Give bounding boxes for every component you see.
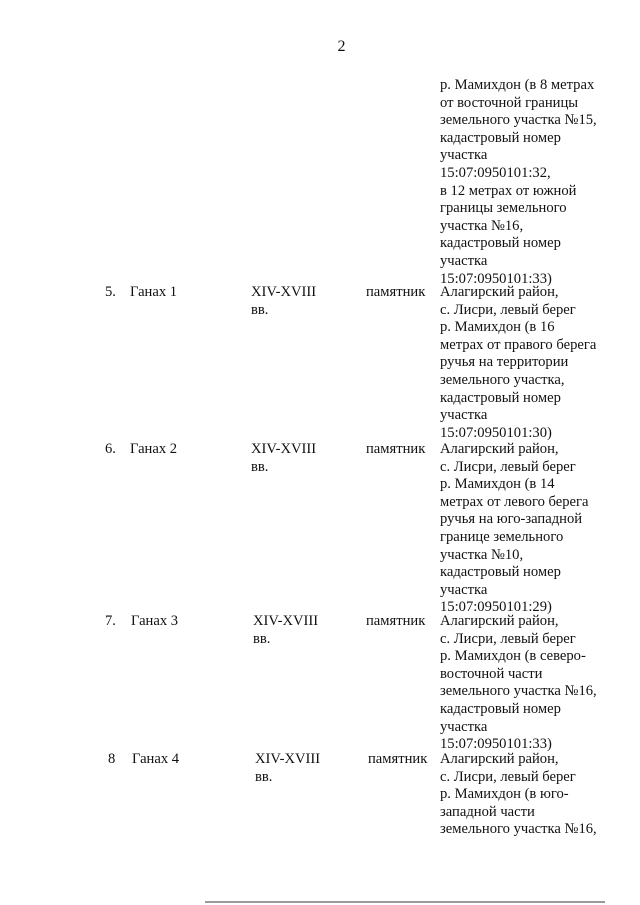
- text-line: участка №10,: [440, 546, 524, 563]
- row-number: 5.: [105, 284, 116, 300]
- text-line: р. Мамихдон (в 14: [440, 476, 555, 493]
- text-line: 15:07:0950101:33): [440, 270, 552, 287]
- period-line: вв.: [255, 768, 273, 785]
- text-line: кадастровый номер: [440, 389, 561, 406]
- text-line: земельного участка,: [440, 371, 565, 388]
- text-line: участка: [440, 147, 488, 164]
- text-line: границы земельного: [440, 200, 567, 217]
- text-line: р. Мамихдон (в северо-: [440, 648, 586, 665]
- text-line: участка: [440, 407, 488, 424]
- monument-period: [251, 284, 316, 319]
- text-line: кадастровый номер: [440, 235, 561, 252]
- text-line: р. Мамихдон (в 16: [440, 319, 555, 336]
- text-line: метрах от правого берега: [440, 336, 597, 353]
- text-line: от восточной границы: [440, 94, 579, 111]
- text-line: участка: [440, 252, 488, 269]
- monument-name: Ганах 4: [132, 751, 180, 767]
- scan-edge-divider: [205, 901, 605, 903]
- monument-type: памятник: [368, 751, 428, 767]
- text-line: земельного участка №15,: [440, 112, 597, 129]
- text-line: 15:07:0950101:29): [440, 599, 552, 616]
- monument-type: памятник: [366, 441, 426, 457]
- text-line: земельного участка №16,: [440, 821, 597, 838]
- monument-period: [251, 441, 316, 476]
- monument-name: Ганах 2: [130, 441, 178, 457]
- text-line: 15:07:0950101:30): [440, 424, 552, 441]
- text-line: участка №16,: [440, 217, 524, 234]
- text-line: 15:07:0950101:33): [440, 736, 552, 753]
- monument-type: памятник: [366, 613, 426, 629]
- period-line: вв.: [251, 458, 269, 475]
- monument-location: [440, 613, 640, 754]
- page-number: 2: [337, 38, 346, 55]
- monument-location: [440, 441, 640, 617]
- text-line: участка: [440, 581, 488, 598]
- text-line: границе земельного: [440, 528, 564, 545]
- text-line: с. Лисри, левый берег: [440, 458, 576, 475]
- text-line: с. Лисри, левый берег: [440, 768, 576, 785]
- monument-period: [255, 751, 320, 786]
- row-number: 8: [108, 751, 116, 767]
- period-line: вв.: [253, 630, 271, 647]
- text-line: западной части: [440, 803, 535, 820]
- period-line: XIV-XVIII: [251, 284, 317, 300]
- text-line: с. Лисри, левый берег: [440, 301, 576, 318]
- period-line: XIV-XVIII: [251, 441, 317, 457]
- text-line: восточной части: [440, 665, 543, 682]
- text-line: р. Мамихдон (в 8 метрах: [440, 77, 595, 93]
- period-line: XIV-XVIII: [253, 613, 319, 629]
- period-line: XIV-XVIII: [255, 751, 321, 767]
- text-line: 15:07:0950101:32,: [440, 164, 551, 181]
- monument-location: [440, 751, 640, 839]
- continued-location-text: [440, 77, 640, 288]
- text-line: ручья на территории: [440, 354, 569, 371]
- text-line: кадастровый номер: [440, 129, 561, 146]
- text-line: Алагирский район,: [440, 284, 559, 300]
- text-line: кадастровый номер: [440, 700, 561, 717]
- text-line: земельного участка №16,: [440, 683, 597, 700]
- text-line: кадастровый номер: [440, 564, 561, 581]
- text-line: в 12 метрах от южной: [440, 182, 577, 199]
- monument-period: [253, 613, 318, 648]
- text-line: участка: [440, 718, 488, 735]
- text-line: ручья на юго-западной: [440, 511, 583, 528]
- text-line: метрах от левого берега: [440, 493, 589, 510]
- monument-name: Ганах 1: [130, 284, 178, 300]
- monument-location: [440, 284, 640, 442]
- monument-name: Ганах 3: [131, 613, 179, 629]
- monument-type: памятник: [366, 284, 426, 300]
- text-line: Алагирский район,: [440, 751, 559, 767]
- row-number: 6.: [105, 441, 116, 457]
- text-line: Алагирский район,: [440, 441, 559, 457]
- row-number: 7.: [105, 613, 116, 629]
- text-line: Алагирский район,: [440, 613, 559, 629]
- text-line: р. Мамихдон (в юго-: [440, 786, 569, 803]
- text-line: с. Лисри, левый берег: [440, 630, 576, 647]
- period-line: вв.: [251, 301, 269, 318]
